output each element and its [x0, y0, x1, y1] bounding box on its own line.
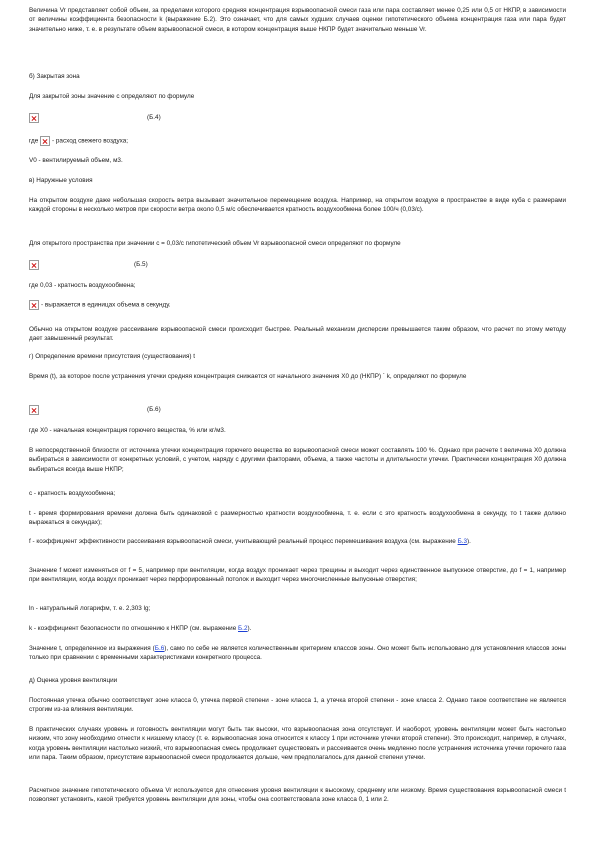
formula-number: (Б.6): [147, 406, 161, 413]
paragraph-wind-speed: На открытом воздухе даже небольшая скорость ветра вызывает значительное перемещение воздуха. Например, на открытом воздухе в пространстве в виде куба с размерами каждой стороны в несколько метров при скорости ветра около 0,5 м/с обеспечивается кратность воздухообмена более 100/ч (0,03/с).: [29, 197, 566, 214]
paragraph-c-definition: с - кратность воздухообмена;: [29, 490, 116, 497]
heading-outdoor-conditions: в) Наружные условия: [29, 177, 93, 184]
paragraph-t-definition: t - время формирования времени должна быть одинаковой с размерностью кратности воздухообмена, т. е. если с это кратность воздухообмена в секунду, то t также должно выражаться в секундах);: [29, 510, 566, 527]
formula-b5: [29, 259, 189, 271]
paragraph-k-definition: k - коэффициент безопасности по отношению к НКПР (см. выражение Б.2).: [29, 625, 252, 632]
broken-image-icon: [29, 260, 39, 270]
paragraph-vr-definition: Величина Vr представляет собой объем, за пределами которого средняя концентрация взрывоопасной смеси газа или пара составляет менее 0,25 или 0,5 от НКПР, в зависимости от величины коэффициента безопасности k (выражение Б.2). Это означает, что для самых худших случаев оценки гипотетического объема концентрация газа или пара будет значительно ниже, т. е. в результате объем взрывоопасной смеси, в котором концентрация выше НКПР будет значительно меньше Vr.: [29, 7, 566, 33]
link-formula-b2[interactable]: Б.2: [238, 625, 248, 632]
paragraph-leak-zone-correspondence: Постоянная утечка обычно соответствует зоне класса 0, утечка первой степени - зоне класса 1, а утечка второй степени - зоне класса 2. Однако такое соответствие не является строгим из-за влияния вентиляции.: [29, 697, 566, 714]
heading-ventilation-level: д) Оценка уровня вентиляции: [29, 677, 118, 684]
paragraph-hypothetical-volume-usage: Расчетное значение гипотетического объема Vr используется для отнесения уровня вентиляции к высокому, среднему или низкому. Время существования взрывоопасной смеси t позволяет установить, какой требуется уровень вентиляции для зоны, чтобы она соответствовала зоне класса 0, 1 или 2.: [29, 787, 566, 804]
paragraph-volume-per-second: - выражается в единицах объема в секунду.: [29, 300, 566, 310]
paragraph-t-value-usage: Значение t, определенное из выражения (Б.6), само по себе не является количественным критерием классов зоны. Оно может быть использовано для установления классов зоны только при сравнении с временными характеристиками конкретного процесса.: [29, 645, 566, 662]
paragraph-open-space-formula-intro: Для открытого пространства при значении c = 0,03/с гипотетический объем Vr взрывоопасной смеси определяют по формуле: [29, 240, 401, 247]
paragraph-ventilated-volume: V0 - вентилируемый объем, м3.: [29, 157, 123, 164]
formula-number: (Б.4): [147, 114, 161, 121]
formula-b6: [29, 404, 199, 416]
link-formula-b6[interactable]: Б.6: [154, 645, 165, 652]
paragraph-f-range: Значение f может изменяться от f = 5, например при вентиляции, когда воздух проникает через трещины и выходит через единственное выпускное отверстие, до f = 1, например при вентиляции, когда воздух проникает через перфорированный потолок и выходит через многочисленные выпускные отверстия;: [29, 567, 566, 584]
heading-closed-zone: б) Закрытая зона: [29, 73, 80, 80]
formula-b4: [29, 112, 189, 124]
paragraph-concentration-near-source: В непосредственной близости от источника утечки концентрация горючего вещества во взрывоопасной смеси может составлять 100 %. Однако при расчете t величина X0 должна выбираться в зависимости от конкретных условий, с учетом, наряду с другими факторами, объема, а также частоты и длительности утечки. Практически концентрация X0 должна выбираться всегда выше НКПР;: [29, 447, 566, 473]
paragraph-initial-concentration: где X0 - начальная концентрация горючего вещества, % или кг/м3.: [29, 427, 226, 434]
broken-image-icon: [29, 300, 39, 310]
paragraph-practical-cases: В практических случаях уровень и готовность вентиляции могут быть так высоки, что взрывоопасная зона отсутствует. И наоборот, уровень вентиляции может быть настолько низким, что зону необходимо отнести к низшему классу (т. е. взрывоопасная зона относится к классу 1 при источнике утечки второй степени). Это происходит, например, в случаях, когда уровень вентиляции настолько низкий, что взрывоопасная смесь продолжает существовать и рассеивается очень медленно после устранения источника утечки горючего газа или пара. Таким образом, присутствие взрывоопасной смеси продолжается дольше, чем предполагалось для данной степени утечки.: [29, 726, 566, 761]
heading-presence-time: г) Определение времени присутствия (существования) t: [29, 353, 196, 360]
paragraph-presence-time-intro: Время (t), за которое после устранения утечки средняя концентрация снижается от начального значения X0 до (НКПР) ´ k, определяют по формуле: [29, 373, 467, 380]
broken-image-icon: [29, 405, 39, 415]
paragraph-air-exchange-rate: где 0,03 - кратность воздухообмена;: [29, 282, 136, 289]
paragraph-fresh-air-flow: где - расход свежего воздуха;: [29, 137, 129, 145]
paragraph-closed-zone-formula-intro: Для закрытой зоны значение с определяют по формуле: [29, 93, 195, 100]
paragraph-f-definition: f - коэффициент эффективности рассеивания взрывоопасной смеси, учитывающий реальный процесс перемешивания воздуха (см. выражение Б.3).: [29, 538, 471, 545]
formula-number: (Б.5): [134, 261, 148, 268]
paragraph-ln-definition: ln - натуральный логарифм, т. е. 2,303 lg;: [29, 605, 151, 612]
broken-image-icon: [29, 113, 39, 123]
broken-image-icon: [40, 136, 50, 146]
link-formula-b3[interactable]: Б.3: [457, 538, 468, 545]
paragraph-outdoor-dispersion: Обычно на открытом воздухе рассеивание взрывоопасной смеси происходит быстрее. Реальный механизм дисперсии превышается таким образом, что расчет по этому методу дает завышенный результат.: [29, 326, 566, 343]
